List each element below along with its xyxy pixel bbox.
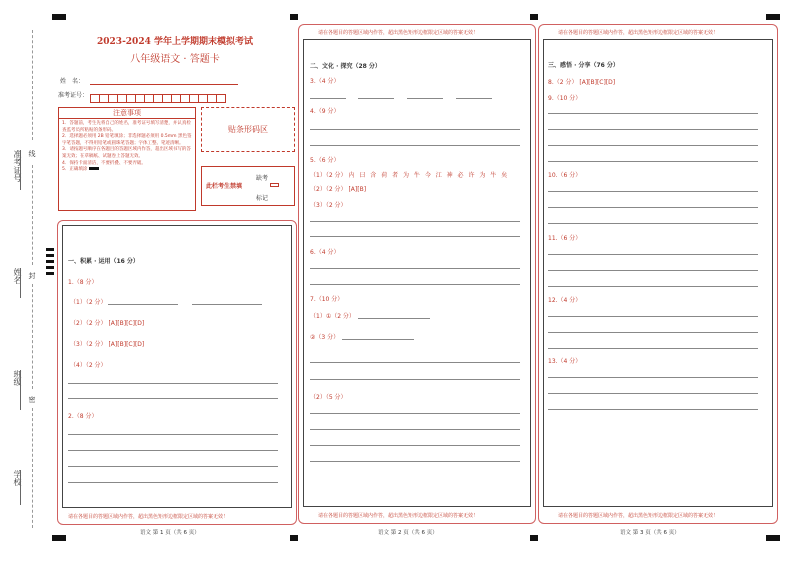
registration-mark bbox=[46, 266, 54, 269]
answer-line[interactable] bbox=[548, 254, 758, 255]
cut-label-seal: 封 bbox=[28, 272, 36, 279]
page-1-footer: 语文 第 1 页（共 6 页） bbox=[140, 530, 200, 536]
id-label: 准考证号： bbox=[58, 92, 89, 99]
answer-line[interactable] bbox=[310, 445, 520, 446]
side-label-class: 班级 bbox=[13, 370, 22, 386]
q8-label-text: 8.（2 分） bbox=[548, 79, 580, 86]
registration-mark bbox=[530, 535, 538, 541]
answer-line[interactable] bbox=[342, 339, 414, 340]
option-a[interactable]: [A] bbox=[348, 186, 358, 193]
q3-label: 3.（4 分） bbox=[310, 78, 340, 85]
barcode-label: 贴条形码区 bbox=[228, 125, 268, 134]
answer-line[interactable] bbox=[68, 398, 278, 399]
cut-line bbox=[32, 284, 33, 389]
name-field[interactable] bbox=[90, 84, 238, 85]
q1-2-label: （2）（2 分） [A][B][C][D] bbox=[70, 320, 145, 327]
answer-line[interactable] bbox=[548, 377, 758, 378]
note-item: 4．保持卡面清洁，不要折叠、不要弄破。 bbox=[62, 160, 146, 166]
name-label: 姓 名： bbox=[60, 78, 85, 85]
q1-label: 1.（8 分） bbox=[68, 279, 98, 286]
answer-line[interactable] bbox=[310, 268, 520, 269]
registration-mark bbox=[46, 248, 54, 251]
q1-3-label: （3）（2 分） [A][B][C][D] bbox=[70, 341, 145, 348]
cut-line bbox=[32, 30, 33, 140]
exam-title: 2023-2024 学年上学期期末模拟考试 bbox=[97, 37, 253, 47]
side-underline bbox=[20, 370, 21, 410]
answer-line[interactable] bbox=[548, 348, 758, 349]
q10-label: 10.（6 分） bbox=[548, 172, 582, 179]
cut-label-line: 线 bbox=[28, 150, 36, 157]
registration-mark bbox=[766, 535, 780, 541]
answer-line[interactable] bbox=[68, 482, 278, 483]
q9-label: 9.（10 分） bbox=[548, 95, 582, 102]
q12-label: 12.（4 分） bbox=[548, 297, 582, 304]
boundary-note: 请在各题目的答题区域内作答，超出黑色矩形边框限定区域的答案无效！ bbox=[318, 513, 479, 519]
cut-label-secret: 密 bbox=[28, 396, 36, 403]
answer-line[interactable] bbox=[548, 332, 758, 333]
section-3-title: 三、感悟 · 分享（76 分） bbox=[548, 62, 619, 69]
answer-line[interactable] bbox=[68, 383, 278, 384]
answer-line[interactable] bbox=[548, 191, 758, 192]
q1-4-label: （4）（2 分） bbox=[70, 362, 107, 369]
answer-line[interactable] bbox=[192, 304, 262, 305]
answer-line[interactable] bbox=[456, 98, 492, 99]
note-item: 2．选择题必须用 2B 铅笔填涂；非选择题必须用 0.5mm 黑色签字笔答题，不得用铅笔或圆珠笔答题；字体工整、笔迹清晰。 bbox=[62, 134, 192, 146]
answer-line[interactable] bbox=[358, 98, 394, 99]
answer-line[interactable] bbox=[548, 113, 758, 114]
registration-mark bbox=[290, 535, 298, 541]
option-a[interactable]: [A] bbox=[108, 320, 118, 327]
registration-mark bbox=[290, 14, 298, 20]
q7-1-label: （1）①（2 分） bbox=[310, 313, 355, 320]
registration-mark bbox=[52, 14, 66, 20]
q13-label: 13.（4 分） bbox=[548, 358, 582, 365]
barcode-area bbox=[201, 107, 295, 152]
boundary-note: 请在各题目的答题区域内作答，超出黑色矩形边框限定区域的答案无效！ bbox=[68, 514, 229, 520]
side-label-school: 学校 bbox=[13, 470, 22, 486]
answer-line[interactable] bbox=[310, 129, 520, 130]
option-a[interactable]: [A] bbox=[579, 79, 589, 86]
absent-bottom: 标记 bbox=[256, 195, 269, 202]
note-item: 5．正确填涂 bbox=[62, 167, 192, 174]
answer-line[interactable] bbox=[310, 236, 520, 237]
answer-line[interactable] bbox=[310, 461, 520, 462]
answer-line[interactable] bbox=[68, 450, 278, 451]
boundary-note: 请在各题目的答题区域内作答，超出黑色矩形边框限定区域的答案无效！ bbox=[558, 513, 719, 519]
id-boxes[interactable] bbox=[90, 88, 225, 107]
absent-label: 此栏考生禁填 bbox=[206, 183, 243, 190]
q11-label: 11.（6 分） bbox=[548, 235, 582, 242]
answer-line[interactable] bbox=[310, 429, 520, 430]
option-b[interactable]: [B] bbox=[357, 186, 367, 193]
option-d[interactable]: [D] bbox=[134, 341, 145, 348]
side-underline bbox=[20, 470, 21, 505]
q5-1-label: （1）（2 分） 内 曰 含 荷 者 为 牛 今 江 神 必 许 为 牛 矣 bbox=[310, 172, 509, 179]
answer-line[interactable] bbox=[310, 413, 520, 414]
answer-line[interactable] bbox=[548, 207, 758, 208]
registration-mark bbox=[52, 535, 66, 541]
answer-line[interactable] bbox=[548, 223, 758, 224]
boundary-note: 请在各题目的答题区域内作答，超出黑色矩形边框限定区域的答案无效！ bbox=[318, 30, 479, 36]
answer-line[interactable] bbox=[310, 362, 520, 363]
option-c[interactable]: [C] bbox=[596, 79, 606, 86]
answer-line[interactable] bbox=[548, 270, 758, 271]
answer-line[interactable] bbox=[548, 409, 758, 410]
q5-2-label: （2）（2 分） [A][B] bbox=[310, 186, 367, 193]
absent-box bbox=[201, 166, 295, 206]
answer-line[interactable] bbox=[310, 379, 520, 380]
q2-label: 2.（8 分） bbox=[68, 413, 98, 420]
section-1-title: 一、积累 · 运用（16 分） bbox=[68, 258, 139, 265]
side-underline bbox=[20, 150, 21, 190]
answer-area-3 bbox=[543, 39, 773, 507]
option-b[interactable]: [B] bbox=[117, 341, 127, 348]
note-item: 3．请按题号顺序在各题目的答题区域内作答，超出区域书写的答案无效；在草稿纸、试题卷上答题无效。 bbox=[62, 147, 191, 159]
boundary-note: 请在各题目的答题区域内作答，超出黑色矩形边框限定区域的答案无效！ bbox=[558, 30, 719, 36]
option-b[interactable]: [B] bbox=[588, 79, 597, 86]
answer-line[interactable] bbox=[310, 221, 520, 222]
answer-line[interactable] bbox=[310, 284, 520, 285]
answer-line[interactable] bbox=[358, 318, 430, 319]
registration-mark bbox=[46, 272, 54, 275]
registration-mark bbox=[530, 14, 538, 20]
answer-line[interactable] bbox=[68, 434, 278, 435]
page-3-footer: 语文 第 3 页（共 6 页） bbox=[620, 530, 680, 536]
notes-list bbox=[59, 119, 195, 176]
q5-3-label: （3）（2 分） bbox=[310, 202, 347, 209]
cut-line bbox=[32, 165, 33, 265]
side-underline bbox=[20, 268, 21, 298]
answer-line[interactable] bbox=[68, 466, 278, 467]
answer-line[interactable] bbox=[108, 304, 178, 305]
answer-line[interactable] bbox=[548, 316, 758, 317]
note-item: 1．答题前，考生先将自己的姓名，准考证号填写清楚，并认真检查监考员所粘贴的条形码。 bbox=[62, 121, 191, 133]
notes-box bbox=[58, 107, 196, 211]
filled-sample-icon bbox=[89, 167, 99, 170]
q7-2-label: ②（3 分） bbox=[310, 334, 340, 341]
registration-mark bbox=[46, 260, 54, 263]
answer-line[interactable] bbox=[548, 129, 758, 130]
answer-line[interactable] bbox=[407, 98, 443, 99]
section-2-title: 二、文化 · 探究（28 分） bbox=[310, 63, 381, 70]
q5-1-text: 内 曰 含 荷 者 为 牛 今 江 神 必 许 为 牛 矣 bbox=[348, 172, 509, 179]
side-label-id: 准考证号 bbox=[13, 150, 22, 182]
q7-label: 7.（10 分） bbox=[310, 296, 344, 303]
option-c[interactable]: [C] bbox=[126, 320, 135, 327]
q5-label: 5.（6 分） bbox=[310, 157, 340, 164]
option-d[interactable]: [D] bbox=[134, 320, 145, 327]
answer-line[interactable] bbox=[548, 286, 758, 287]
q8-options-row bbox=[548, 77, 615, 86]
exam-subtitle: 八年级语文 · 答题卡 bbox=[130, 54, 220, 65]
answer-line[interactable] bbox=[548, 393, 758, 394]
q6-label: 6.（4 分） bbox=[310, 249, 340, 256]
q7-3-label: （2）（5 分） bbox=[310, 394, 347, 401]
page-2-footer: 语文 第 2 页（共 6 页） bbox=[378, 530, 438, 536]
option-a[interactable]: [A] bbox=[108, 341, 118, 348]
option-d[interactable]: [D] bbox=[605, 79, 616, 86]
answer-line[interactable] bbox=[310, 98, 346, 99]
absent-top: 缺考 bbox=[256, 175, 269, 182]
side-label-name: 姓名 bbox=[13, 268, 22, 284]
registration-mark bbox=[766, 14, 780, 20]
answer-line[interactable] bbox=[310, 145, 520, 146]
answer-line[interactable] bbox=[548, 161, 758, 162]
q1-1-label: （1）（2 分） bbox=[70, 299, 107, 306]
option-c[interactable]: [C] bbox=[126, 341, 135, 348]
cut-line bbox=[32, 408, 33, 528]
option-b[interactable]: [B] bbox=[117, 320, 127, 327]
absent-checkbox[interactable] bbox=[270, 183, 279, 187]
notes-title: 注意事项 bbox=[59, 108, 195, 119]
registration-mark bbox=[46, 254, 54, 257]
q4-label: 4.（9 分） bbox=[310, 108, 340, 115]
answer-line[interactable] bbox=[548, 145, 758, 146]
